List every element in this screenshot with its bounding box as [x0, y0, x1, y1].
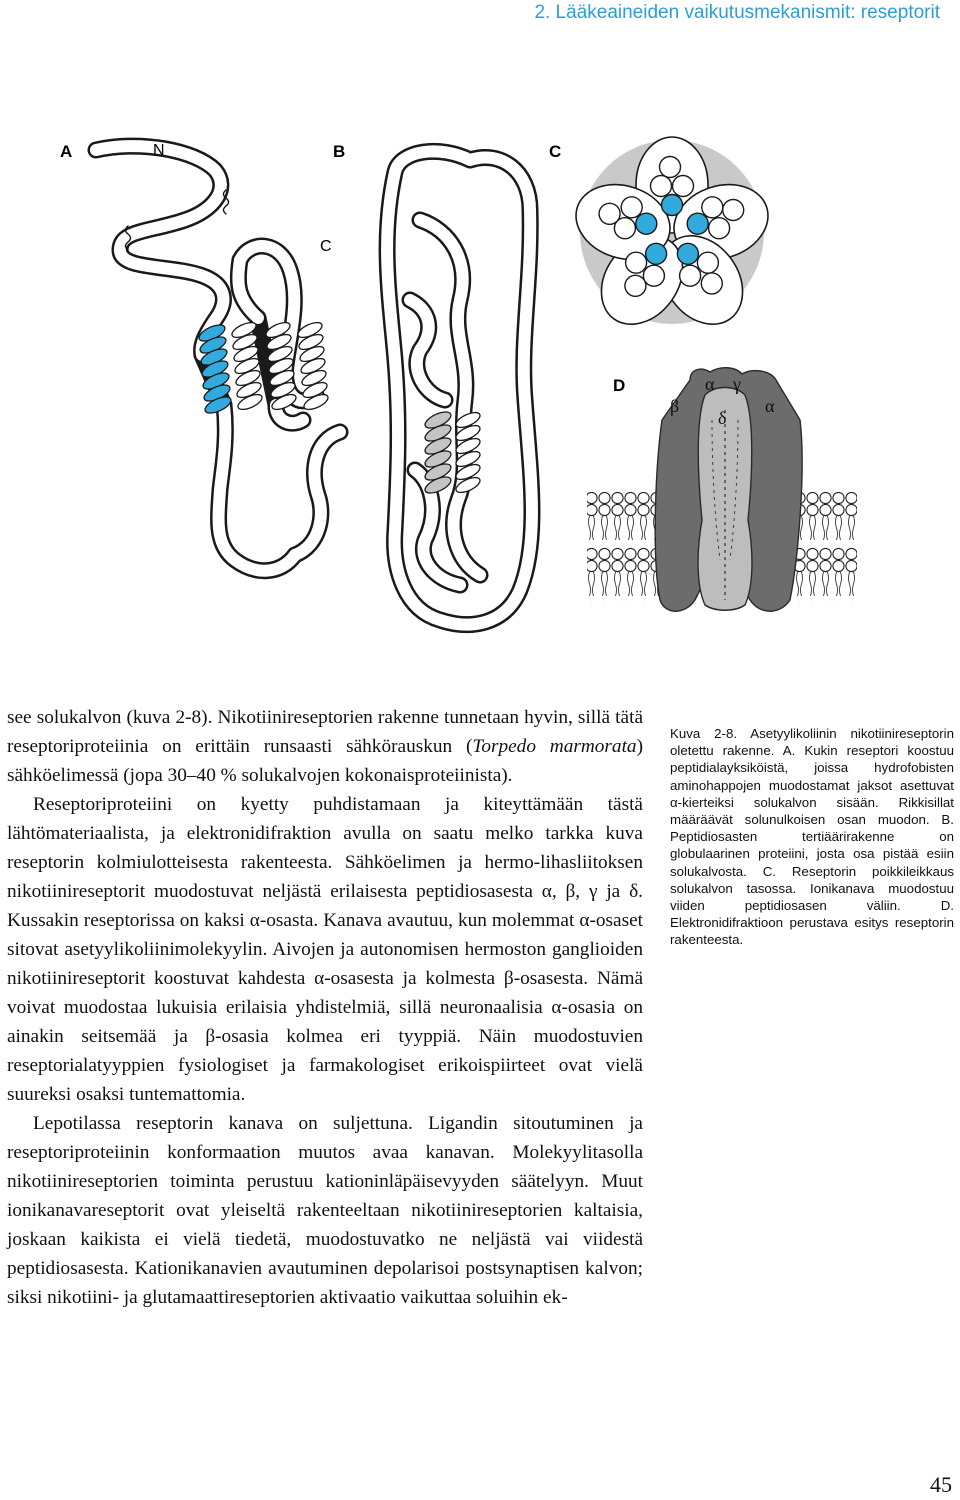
subunit-beta-label: β	[670, 396, 680, 416]
n-terminus-label: N	[153, 142, 165, 159]
running-header: 2. Lääkeaineiden vaikutusmekanismit: reseptorit	[534, 2, 940, 23]
subunit-gamma-label: γ	[733, 374, 741, 394]
subunit-delta-label: δ	[718, 408, 727, 428]
panel-label-a: A	[60, 142, 73, 161]
pore-helix-circle	[662, 195, 683, 216]
panel-label-c: C	[549, 142, 562, 161]
helix-circle	[626, 252, 647, 273]
panel-b-tertiary	[387, 151, 532, 624]
receptor-figure	[0, 0, 960, 690]
helix-circle	[643, 265, 664, 286]
pore-helix-circle	[636, 213, 657, 234]
helix-circle	[680, 265, 701, 286]
helix-circle	[709, 218, 730, 239]
helix-circle	[625, 275, 646, 296]
subunit-alpha-right-label: α	[765, 396, 775, 416]
pore-helix-circle	[646, 243, 667, 264]
panel-label-d: D	[613, 376, 626, 395]
panel-label-b: B	[333, 142, 346, 161]
pore-helix-circle	[677, 243, 698, 264]
pore-helix-circle	[687, 213, 708, 234]
helix-circle	[702, 197, 723, 218]
helix-circle	[651, 176, 672, 197]
panel-c-cross-section	[566, 137, 778, 340]
helix-circle	[701, 273, 722, 294]
paragraph-3: Lepotilassa reseptorin kanava on suljettuna. Ligandin sitoutuminen ja reseptoriproteiinin konformaation muutos avaa kanavan. Molekyylitasolla nikotiinireseptorien toiminta perustuu kationinläpäisevyyden säätelyyn. Muut ionikanavareseptorit ovat yleiseltä rakenteeltaan nikotiinireseptorien kaltaisia, joskaan kaikista ei vielä tiedetä, muodostuvatko ne neljästä vai viidestä peptidiosasesta. Kationikanavien avautuminen depolarisoi postsynaptisen kalvon; siksi nikotiini- ja glutamaattireseptorien aktivaatio vaikuttaa soluihin ek-	[7, 1113, 643, 1308]
helix-circle	[599, 203, 620, 224]
helix-circle	[673, 176, 694, 197]
helix-circle	[697, 252, 718, 273]
paragraph-2: Reseptoriproteiini on kyetty puhdistamaan ja kiteyttämään tästä lähtömateriaalista, ja elektronidifraktion avulla on saatu melko tarkka kuva reseptorin kolmiulotteisesta rakenteesta. Sähköelimen ja hermo-lihasliitoksen nikotiinireseptorit muodostuvat neljästä erilaisesta peptidiosasesta α, β, γ ja δ. Kussakin reseptorissa on kaksi α-osasta. Kanava avautuu, kun molemmat α-osaset sitovat asetyylikoliinimolekyylin. Aivojen ja autonomisen hermoston ganglioiden nikotiinireseptorit koostuvat kahdesta α-osasesta ja kolmesta β-osasesta. Nämä voivat muodostaa lukuisia erilaisia yhdistelmiä, sillä neuronaalisia α-osasia on ainakin seitsemää ja β-osasia kolmea eri tyyppiä. Näin muodostuvien reseptorialatyyppien fysiologiset ja farmakologiset erikoispiirteet ovat vielä suureksi osaksi tuntemattomia.	[7, 794, 643, 1105]
paragraph-1: see solukalvon (kuva 2-8). Nikotiinireseptorien rakenne tunnetaan hyvin, sillä tätä reseptoriproteiinia on erittäin runsaasti sähkörauskun (Torpedo marmorata) sähköelimessä (jopa 30–40 % solukalvojen kokonaisproteiinista).	[7, 707, 643, 786]
page-number: 45	[930, 1472, 952, 1497]
panel-a-topology	[96, 146, 340, 571]
panel-d-model	[587, 368, 857, 612]
helices-white	[230, 320, 330, 413]
helix-circle	[723, 200, 744, 221]
c-terminus-label: C	[320, 238, 332, 255]
figure-caption: Kuva 2-8. Asetyylikoliinin nikotiinireseptorin oletettu rakenne. A. Kukin reseptori koostuu peptidialayksiköistä, joissa hydrofobisten aminohappojen muodostamat jaksot asettuvat α-kierteiksi solukalvon sisään. Rikkisillat määräävät solunulkoisen osan muodon. B. Peptidiosasten tertiäärirakenne on globulaarinen proteiini, josta osa pistää esiin solukalvosta. C. Reseptorin poikkileikkaus solukalvon tasossa. Ionikanava muodostuu viiden peptidiosasen väliin. D. Elektronidifraktioon perustava esitys reseptorin rakenteesta.	[670, 726, 954, 948]
helix-circle	[621, 197, 642, 218]
subunit-alpha-left-label: α	[705, 374, 715, 394]
body-text	[7, 703, 643, 1312]
helix-circle	[660, 157, 681, 178]
